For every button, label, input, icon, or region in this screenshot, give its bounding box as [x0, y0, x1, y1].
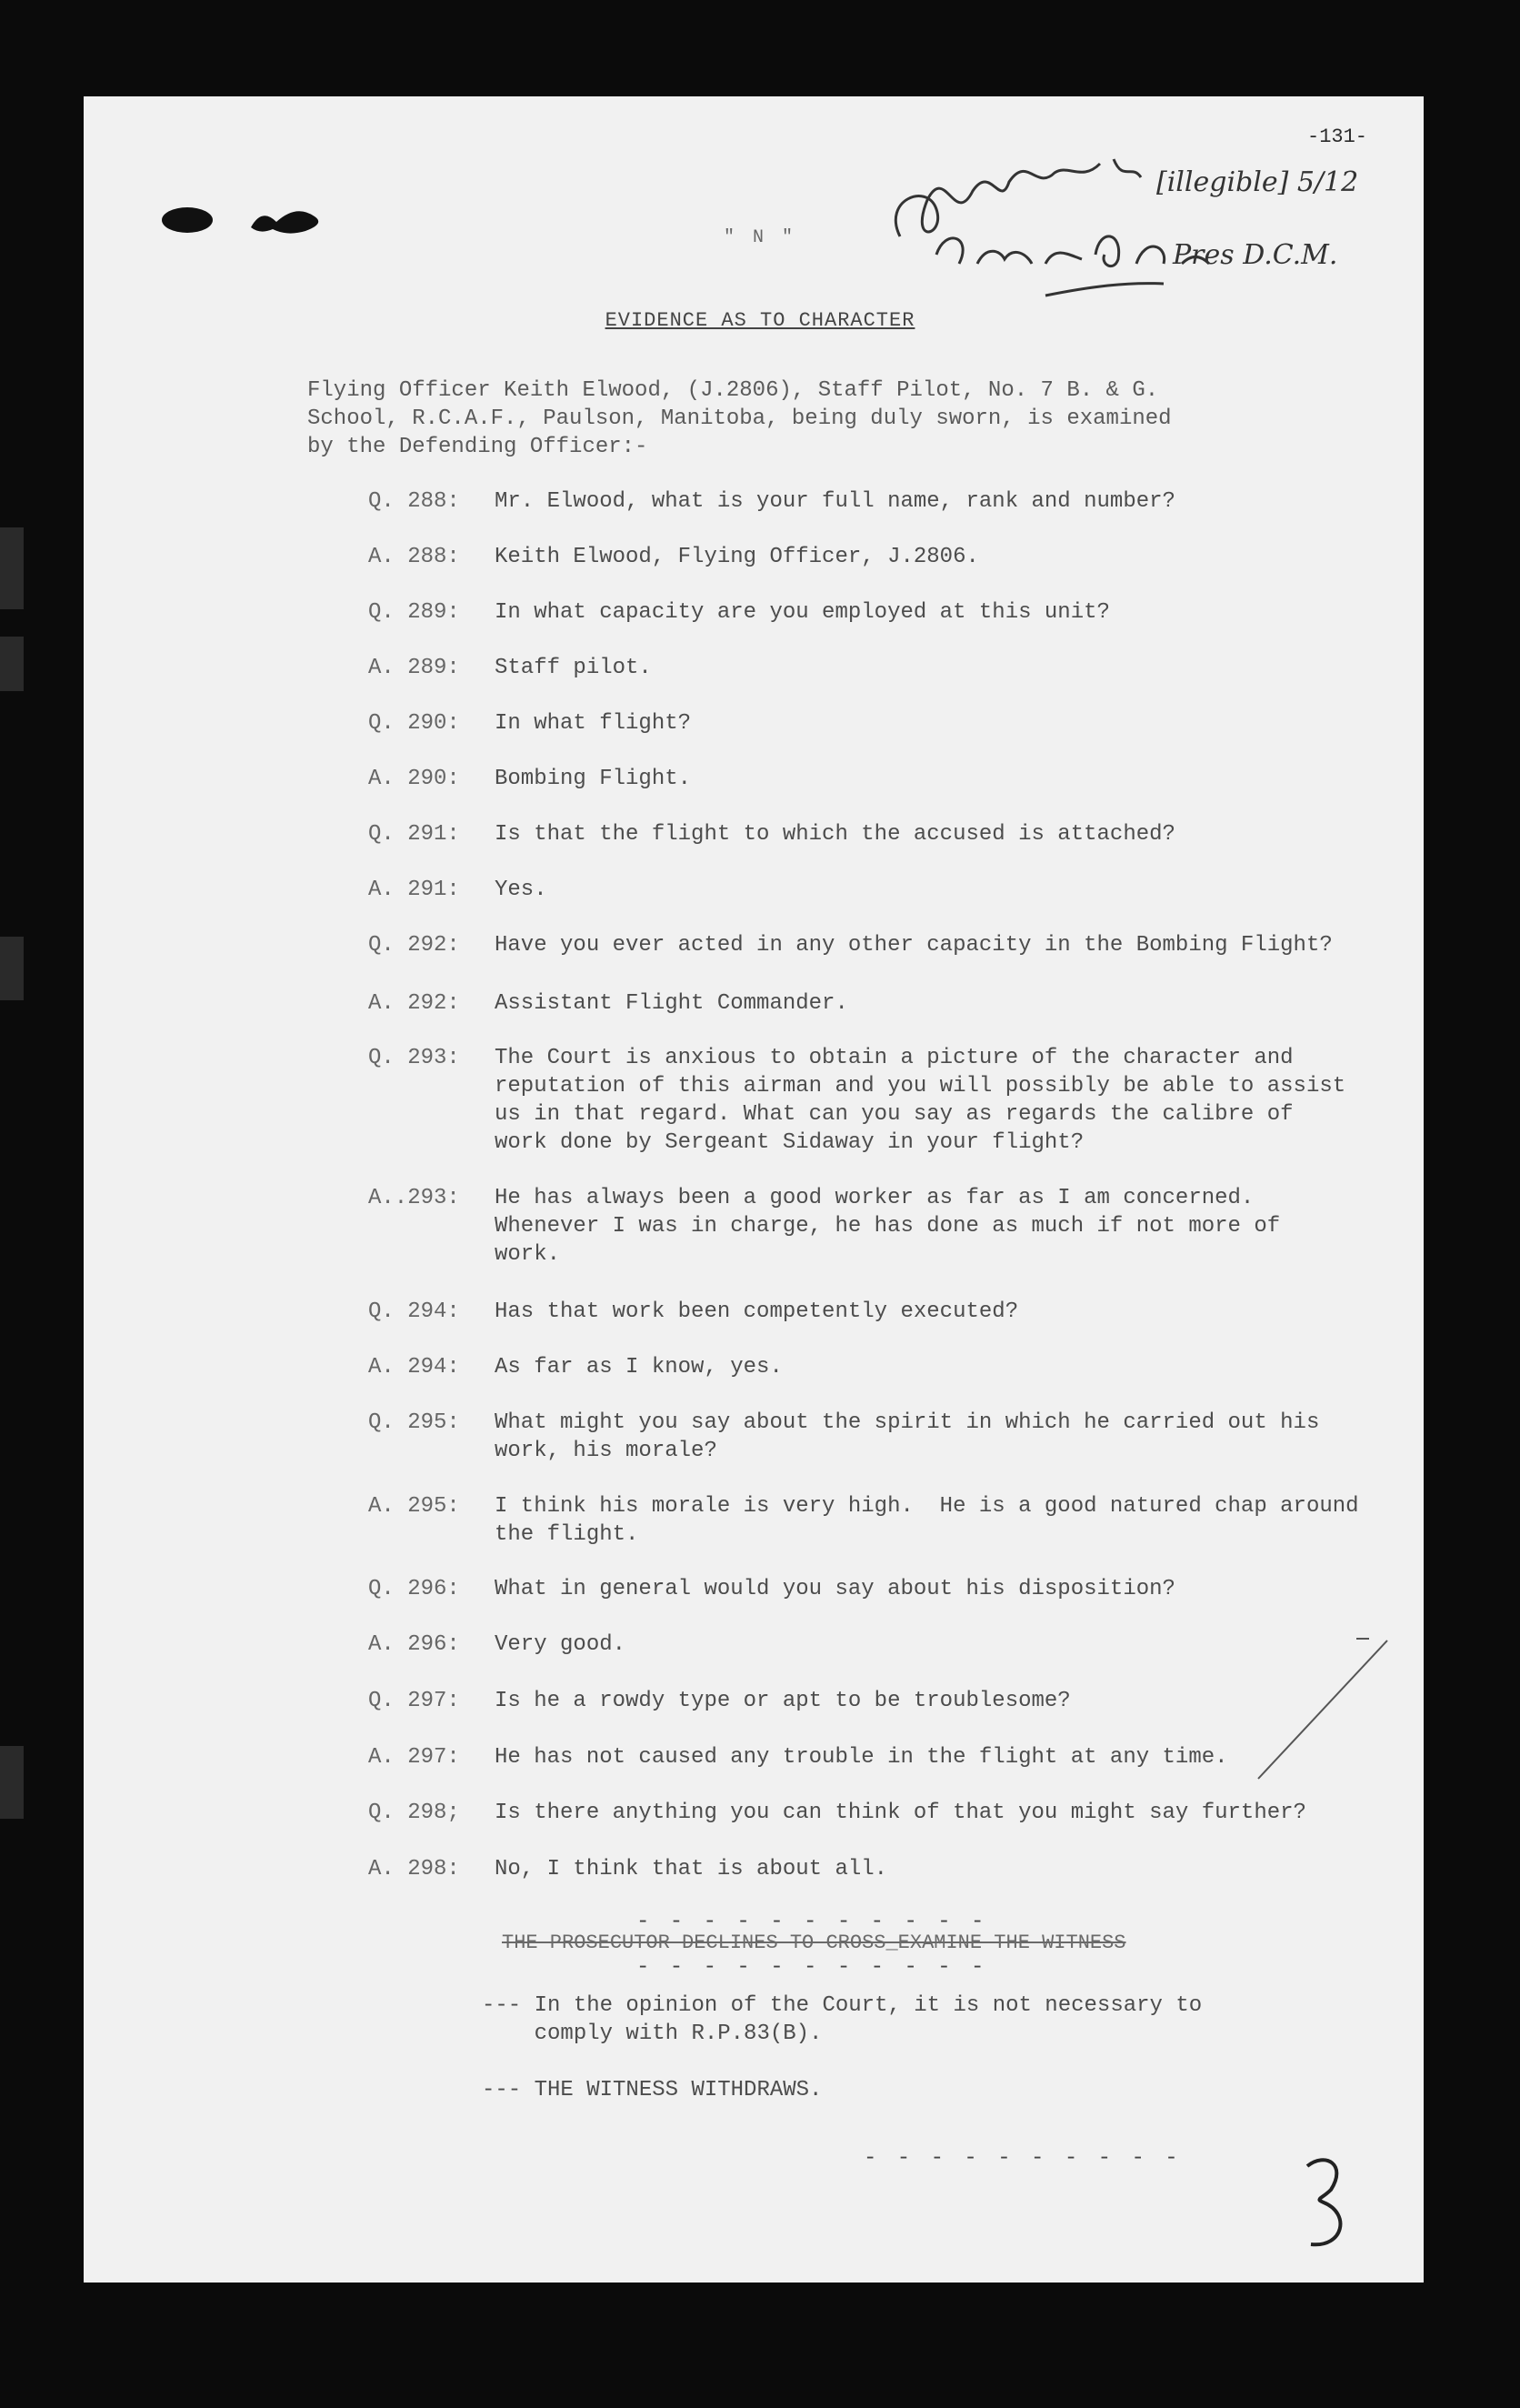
qa-text: As far as I know, yes.: [495, 1355, 783, 1380]
qa-text: What in general would you say about his disposition?: [495, 1577, 1175, 1601]
scan-edge-mark: [0, 637, 24, 691]
scan-edge-mark: [0, 1746, 24, 1819]
qa-text: No, I think that is about all.: [495, 1857, 888, 1881]
qa-label: A. 297:: [368, 1745, 460, 1770]
qa-label: Q. 292:: [368, 933, 460, 958]
qa-label: Q. 295:: [368, 1410, 460, 1435]
qa-label: A. 295:: [368, 1494, 460, 1519]
qa-text: Is that the flight to which the accused is attached?: [495, 822, 1175, 847]
qa-text: I think his morale is very high. He is a good natured chap around the flight.: [495, 1494, 1359, 1547]
header-letter: " N ": [723, 227, 796, 248]
witness-withdraws-note: --- THE WITNESS WITHDRAWS.: [482, 2078, 823, 2102]
qa-text: In what flight?: [495, 711, 692, 736]
qa-text: The Court is anxious to obtain a picture of the character and reputation of this airman and you will possibly be able to assist us in that regard. What can you say as regards the calibre of work done by Sergeant Sidaway in your flight?: [495, 1046, 1346, 1155]
qa-label: Q. 289:: [368, 600, 460, 625]
qa-label: A. 288:: [368, 545, 460, 569]
qa-text: Staff pilot.: [495, 656, 652, 680]
qa-text: Bombing Flight.: [495, 767, 692, 791]
scan-edge-mark: [0, 937, 24, 1000]
qa-label: Q. 288:: [368, 489, 460, 514]
qa-label: Q. 290:: [368, 711, 460, 736]
handwritten-date: [illegible] 5/12: [1156, 166, 1359, 198]
qa-text: Have you ever acted in any other capacity in the Bombing Flight?: [495, 933, 1333, 958]
qa-label: Q. 296:: [368, 1577, 460, 1601]
qa-text: In what capacity are you employed at this unit?: [495, 600, 1110, 625]
qa-text: Is he a rowdy type or apt to be troublesome?: [495, 1689, 1071, 1713]
qa-label: A. 289:: [368, 656, 460, 680]
prosecutor-note: THE PROSECUTOR DECLINES TO CROSS_EXAMINE THE WITNESS: [502, 1931, 1126, 1954]
qa-text: Is there anything you can think of that you might say further?: [495, 1801, 1306, 1825]
qa-label: A. 298:: [368, 1857, 460, 1881]
separator-dashes: - - - - - - - - - - -: [636, 1910, 988, 1934]
qa-label: Q. 298;: [368, 1801, 460, 1825]
handwritten-pres: Pres D.C.M.: [1173, 239, 1338, 271]
intro-paragraph: Flying Officer Keith Elwood, (J.2806), Staff Pilot, No. 7 B. & G. School, R.C.A.F., Paulson, Manitoba, being duly sworn, is examined by the Defending Officer:-: [307, 378, 1172, 459]
separator-dashes: - - - - - - - - - - -: [636, 1955, 988, 1980]
corner-number-3: [1298, 2153, 1353, 2253]
qa-label: Q. 291:: [368, 822, 460, 847]
qa-label: Q. 294:: [368, 1299, 460, 1324]
document-heading: EVIDENCE AS TO CHARACTER: [605, 309, 915, 332]
qa-text: Very good.: [495, 1632, 626, 1657]
qa-text: He has always been a good worker as far as I am concerned. Whenever I was in charge, he has done as much if not more of work.: [495, 1186, 1281, 1267]
qa-label: A..293:: [368, 1186, 460, 1210]
qa-label: A. 291:: [368, 878, 460, 902]
qa-label: A. 296:: [368, 1632, 460, 1657]
qa-label: A. 292:: [368, 991, 460, 1016]
qa-text: Mr. Elwood, what is your full name, rank and number?: [495, 489, 1175, 514]
scan-edge-mark: [0, 527, 24, 609]
court-note: --- In the opinion of the Court, it is not necessary to comply with R.P.83(B).: [482, 1993, 1203, 2046]
qa-label: Q. 297:: [368, 1689, 460, 1713]
qa-text: He has not caused any trouble in the flight at any time.: [495, 1745, 1228, 1770]
qa-label: Q. 293:: [368, 1046, 460, 1070]
end-separator: - - - - - - - - - -: [864, 2146, 1182, 2171]
qa-label: A. 290:: [368, 767, 460, 791]
pen-stroke-mark: [1255, 1637, 1391, 1782]
qa-text: Assistant Flight Commander.: [495, 991, 848, 1016]
qa-label: A. 294:: [368, 1355, 460, 1380]
corner-number-text: 3: [1298, 2153, 1299, 2154]
qa-text: Keith Elwood, Flying Officer, J.2806.: [495, 545, 979, 569]
qa-text: Yes.: [495, 878, 547, 902]
page-number: -131-: [1307, 125, 1368, 148]
qa-text: What might you say about the spirit in which he carried out his work, his morale?: [495, 1410, 1320, 1463]
qa-text: Has that work been competently executed?: [495, 1299, 1019, 1324]
